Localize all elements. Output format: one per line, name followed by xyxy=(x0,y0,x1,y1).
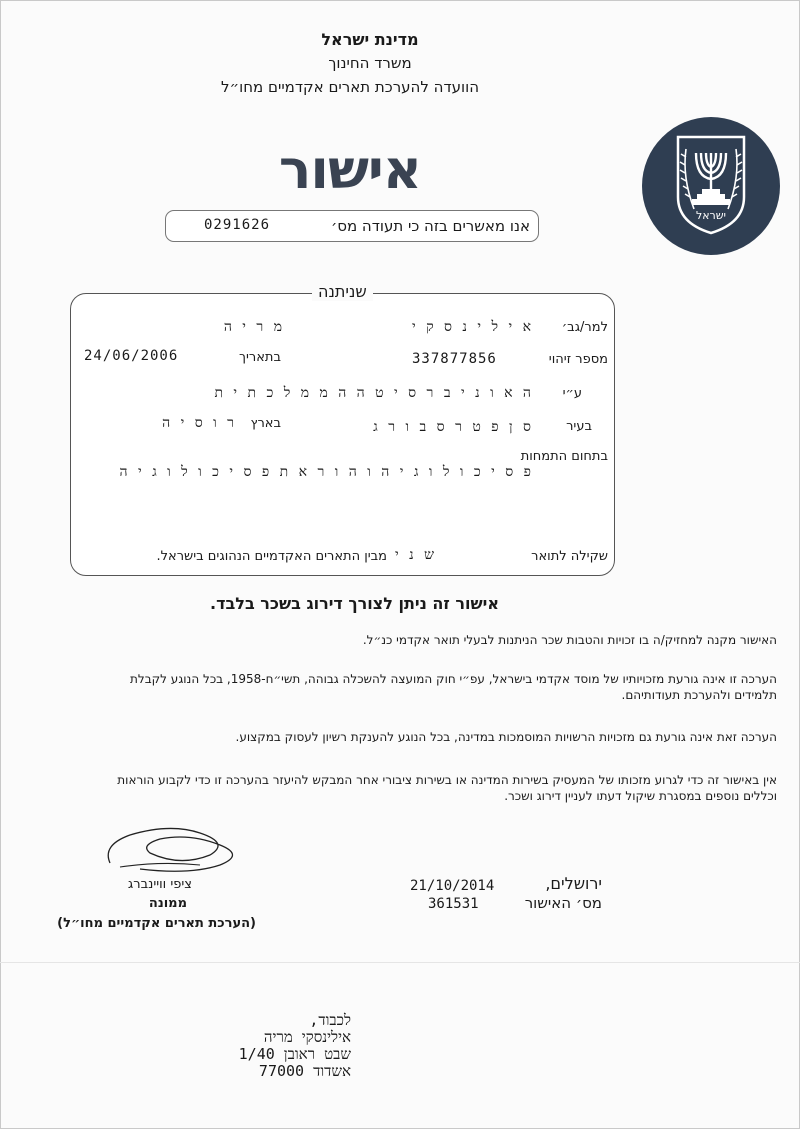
issue-city: ירושלים, xyxy=(545,874,602,893)
fold-line xyxy=(0,962,800,963)
emblem-text: ישראל xyxy=(695,209,727,222)
id-label: מספר זיהוי xyxy=(548,352,608,367)
paragraph-4: אין באישור זה כדי לגרוע מזכותו של המעסיק בשירות המדינה או בשירות ציבורי אחר המבקש להיעזר בהערכה זו כדי לקבוע הוראות וכללים נוספים במסגרת שיקול דעתו לעניין דירוג ושכר. xyxy=(117,773,777,803)
committee-name: הוועדה להערכת תארים אקדמיים מחו״ל xyxy=(220,78,480,96)
signer-department: (הערכת תארים אקדמיים מחו״ל) xyxy=(57,916,256,931)
signer-role: ממונה xyxy=(148,896,187,911)
signer-name: ציפי וויינברג xyxy=(127,877,192,892)
paragraph-1: האישור מקנה למחזיק/ה בו זכויות והטבות שכר הניתנות לבעלי תואר אקדמי כנ״ל. xyxy=(362,633,777,647)
address-city: אשדוד 77000 xyxy=(258,1062,351,1080)
country-value: ר ו ס י ה xyxy=(162,415,235,431)
by-label: ע״י xyxy=(562,386,582,401)
notice-title: אישור זה ניתן לצורך דירוג בשכר בלבד. xyxy=(210,594,499,613)
certificate-label: אנו מאשרים בזה כי תעודה מס׳ xyxy=(330,217,530,235)
institution-value: ה א ו נ י ב ר ס י ט ה ה מ מ ל כ ת י ת xyxy=(214,385,532,401)
signature-icon xyxy=(100,815,250,881)
equivalence-label: שקילה לתואר xyxy=(531,549,608,564)
details-box-label: שניתנה xyxy=(312,282,373,301)
degree-value: ש נ י xyxy=(395,547,435,563)
issue-date: 21/10/2014 xyxy=(410,878,495,894)
certificate-box xyxy=(165,210,539,242)
surname-value: א י ל י נ ס ק י xyxy=(412,319,532,335)
ministry-name: משרד החינוך xyxy=(328,54,412,72)
address-salutation: לכבוד, xyxy=(309,1011,351,1029)
date-value: 24/06/2006 xyxy=(84,348,179,364)
address-street: שבט ראובן 1/40 xyxy=(238,1045,351,1063)
to-label: למר/גב׳ xyxy=(561,320,608,335)
country-label: בארץ xyxy=(250,416,281,431)
id-value: 337877856 xyxy=(412,351,497,367)
paragraph-2: הערכה זו אינה גורעת מזכויותיו של מוסד אקדמי בישראל, עפ״י חוק המועצה להשכלה גבוהה, תשי״ח-1958, בכל הנוגע לקבלת תלמידים ולהערכת תעודותיהם. xyxy=(130,672,777,702)
document-title: אישור xyxy=(278,138,422,201)
equivalence-suffix: מבין התארים האקדמיים הנהוגים בישראל. xyxy=(156,549,387,564)
state-emblem-icon xyxy=(642,117,780,255)
details-box xyxy=(70,293,615,576)
approval-number-label: מס׳ האישור xyxy=(524,894,602,912)
approval-number: 361531 xyxy=(428,896,479,912)
date-label: בתאריך xyxy=(239,350,281,365)
paragraph-3: הערכה זאת אינה גורעת גם מזכויות הרשויות המוסמכות במדינה, בכל הנוגע להענקת רשיון לעסוק במקצוע. xyxy=(235,730,777,744)
city-label: בעיר xyxy=(566,419,592,434)
city-value: ס ן פ ט ר ס ב ו ר ג xyxy=(373,419,532,435)
state-name: מדינת ישראל xyxy=(321,30,419,49)
field-value: פ ס י כ ו ל ו ג י ה ו ה ו ר א ת פ ס י כ ו ל ו ג י ה xyxy=(119,464,532,480)
address-name: אילינסקי מריה xyxy=(263,1028,351,1046)
certificate-number: 0291626 xyxy=(204,217,271,233)
field-label: בתחום התמחות xyxy=(520,449,608,464)
first-name-value: מ ר י ה xyxy=(223,319,283,335)
